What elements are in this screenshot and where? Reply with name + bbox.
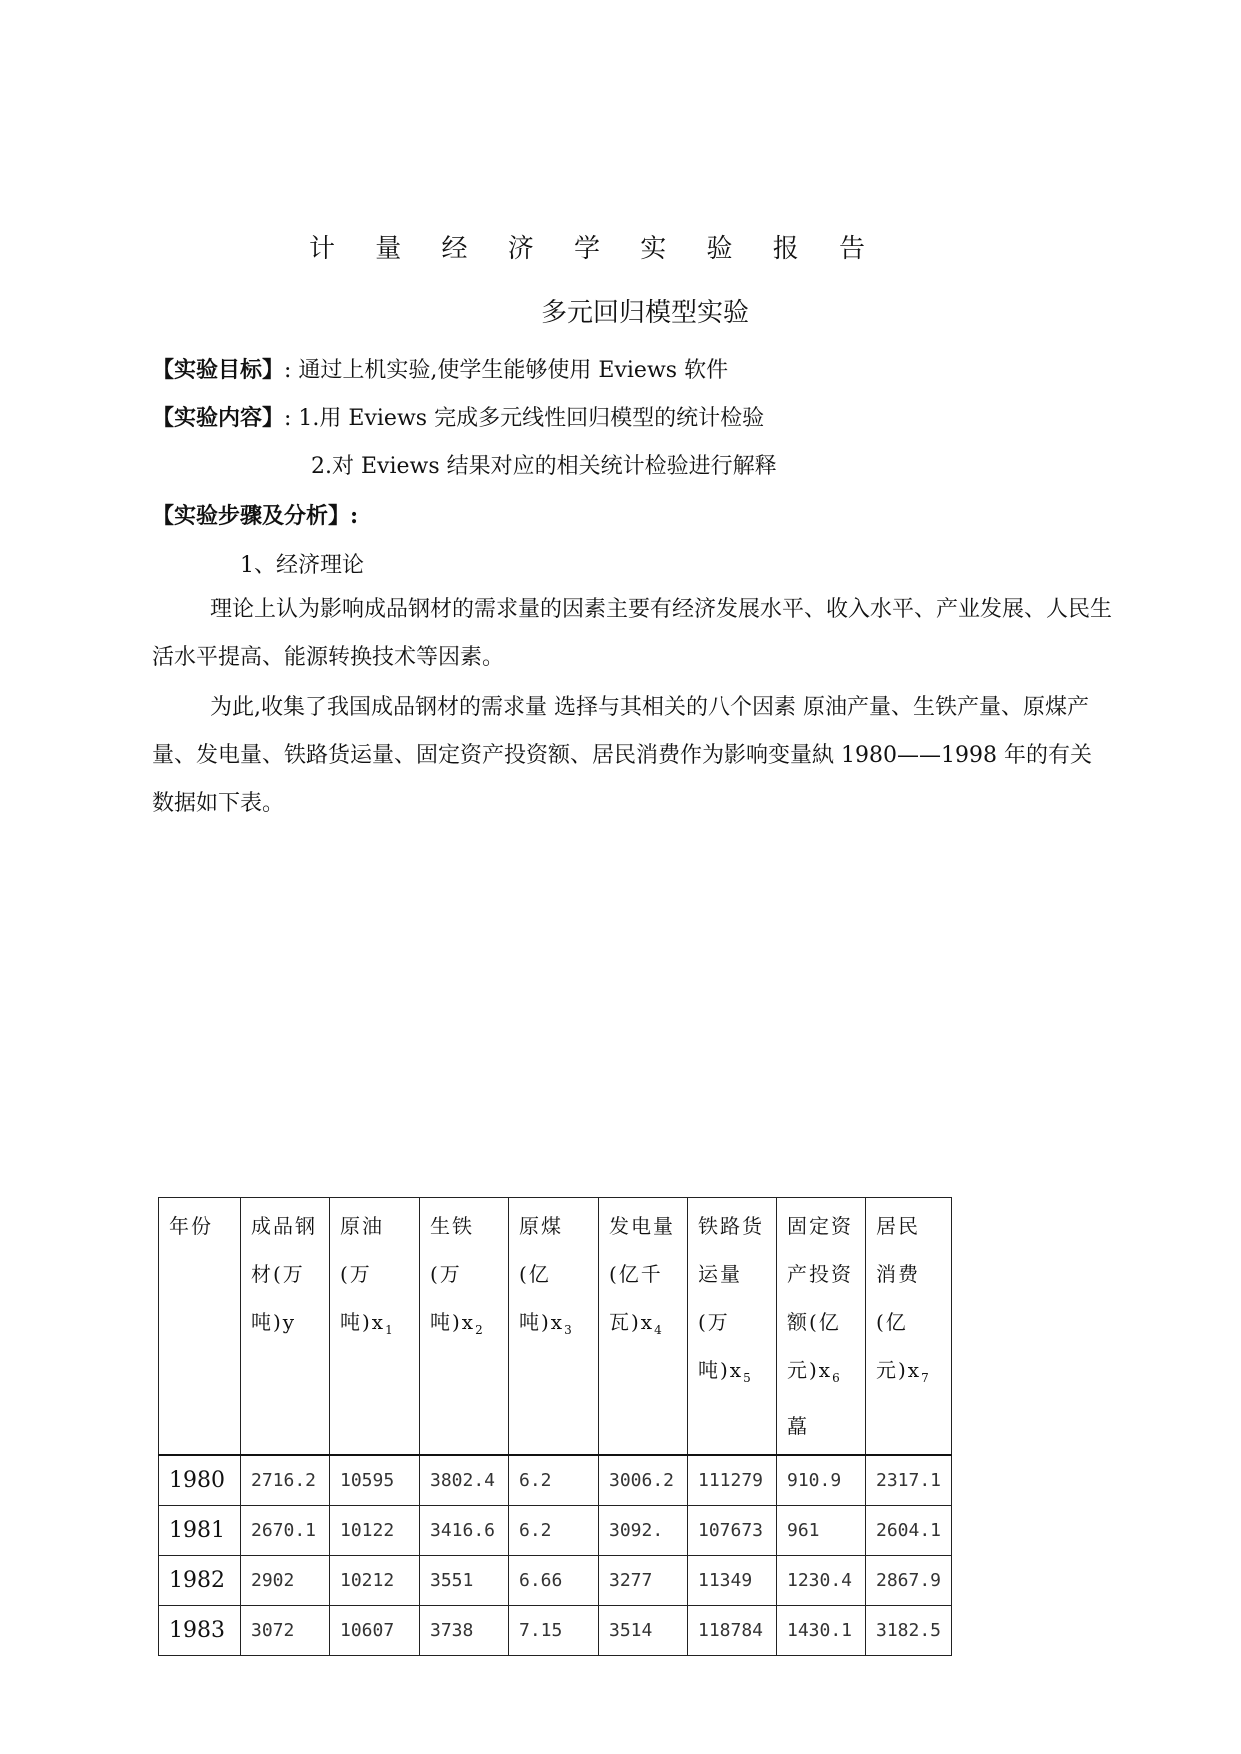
- content-item-1: : 1.用 Eviews 完成多元线性回归模型的统计检验: [284, 406, 765, 431]
- table-cell: 3514: [599, 1606, 688, 1656]
- table-header-row: [159, 1198, 952, 1456]
- header-cell: 居民消费(亿元)$x_7$: [866, 1198, 952, 1456]
- table-cell: 3277: [599, 1556, 688, 1606]
- table-cell: 1230.4: [777, 1556, 866, 1606]
- table-cell: 1430.1: [777, 1606, 866, 1656]
- table-cell: 10595: [330, 1455, 420, 1506]
- table-cell: 3092.: [599, 1506, 688, 1556]
- paragraph-1: 理论上认为影响成品钢材的需求量的因素主要有经济发展水平、收入水平、产业发展、人民生活水平提高、能源转换技术等因素。: [152, 597, 1113, 670]
- table-cell: 6.2: [509, 1455, 599, 1506]
- year-cell: 1980: [159, 1455, 241, 1506]
- table-cell: 3182.5: [866, 1606, 952, 1656]
- page-subtitle: 多元回归模型实验: [540, 298, 749, 328]
- steps-label: 【实验步骤及分析】:: [152, 503, 359, 529]
- header-cell: 发电量(亿千瓦)$x_4$: [599, 1198, 688, 1456]
- table-cell: 3551: [420, 1556, 509, 1606]
- table-cell: 10212: [330, 1556, 420, 1606]
- table-cell: 3072: [241, 1606, 330, 1656]
- table-cell: 961: [777, 1506, 866, 1556]
- header-cell: 固定资产投资额(亿元)$x_6$藠: [777, 1198, 866, 1456]
- table-cell: 3738: [420, 1606, 509, 1656]
- table-row: [159, 1455, 952, 1506]
- table-cell: 3006.2: [599, 1455, 688, 1506]
- table-cell: 2716.2: [241, 1455, 330, 1506]
- goal-line: [152, 353, 728, 384]
- year-cell: 1983: [159, 1606, 241, 1656]
- table-cell: 6.66: [509, 1556, 599, 1606]
- content-line: [152, 401, 764, 432]
- header-cell: 年份: [159, 1198, 241, 1456]
- step1-heading: 1、经济理论: [240, 553, 364, 578]
- data-table: [158, 1197, 952, 1656]
- table-cell: 2604.1: [866, 1506, 952, 1556]
- table-cell: 910.9: [777, 1455, 866, 1506]
- table-cell: 3416.6: [420, 1506, 509, 1556]
- year-cell: 1982: [159, 1556, 241, 1606]
- content-item-2: 2.对 Eviews 结果对应的相关统计检验进行解释: [311, 454, 777, 479]
- table-cell: 2670.1: [241, 1506, 330, 1556]
- goal-label: 【实验目标】: [152, 357, 285, 383]
- page-title: 计 量 经 济 学 实 验 报 告: [308, 234, 882, 264]
- table-row: [159, 1556, 952, 1606]
- goal-text: : 通过上机实验,使学生能够使用 Eviews 软件: [284, 358, 729, 383]
- header-cell: 铁路货运量(万吨)$x_5$: [688, 1198, 777, 1456]
- header-cell: 原煤(亿吨)$x_3$: [509, 1198, 599, 1456]
- table-cell: 107673: [688, 1506, 777, 1556]
- table-cell: 2867.9: [866, 1556, 952, 1606]
- table-cell: 6.2: [509, 1506, 599, 1556]
- table-cell: 2902: [241, 1556, 330, 1606]
- table-cell: 10607: [330, 1606, 420, 1656]
- header-cell: 原油(万吨)$x_1$: [330, 1198, 420, 1456]
- table-cell: 2317.1: [866, 1455, 952, 1506]
- header-cell: 成品钢材(万吨)y: [241, 1198, 330, 1456]
- table-cell: 118784: [688, 1606, 777, 1656]
- table-cell: 10122: [330, 1506, 420, 1556]
- header-cell: 生铁(万吨)$x_2$: [420, 1198, 509, 1456]
- table-cell: 7.15: [509, 1606, 599, 1656]
- table-row: [159, 1606, 952, 1656]
- table-cell: 111279: [688, 1455, 777, 1506]
- table-cell: 3802.4: [420, 1455, 509, 1506]
- paragraph-2: 为此,收集了我国成品钢材的需求量 选择与其相关的八个因素 原油产量、生铁产量、原煤产量、发电量、铁路货运量、固定资产投资额、居民消费作为影响变量紈 1980——1998 年的有关数据如下表。: [152, 695, 1092, 816]
- table-cell: 11349: [688, 1556, 777, 1606]
- year-cell: 1981: [159, 1506, 241, 1556]
- content-label: 【实验内容】: [152, 405, 285, 431]
- table-row: [159, 1506, 952, 1556]
